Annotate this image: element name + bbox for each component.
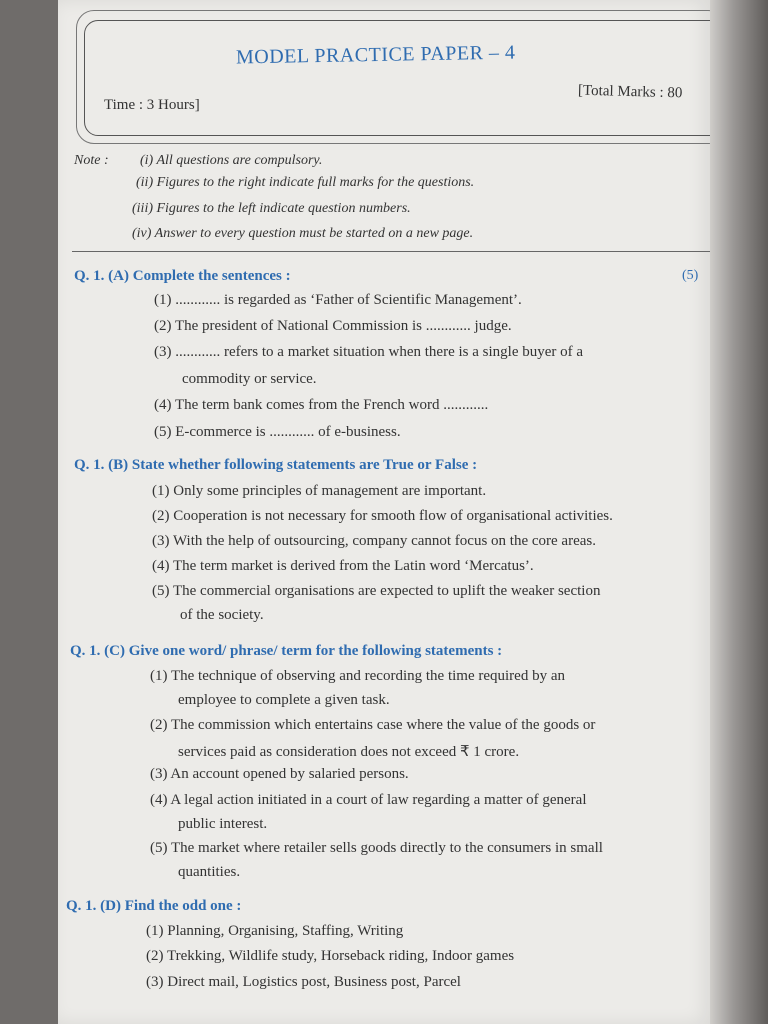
divider — [72, 251, 710, 252]
question-item: (1) The technique of observing and recording the time required by an — [150, 668, 565, 684]
question-item: commodity or service. — [182, 371, 317, 387]
question-item: (3) With the help of outsourcing, company cannot focus on the core areas. — [152, 533, 596, 549]
question-item: (2) The commission which entertains case where the value of the goods or — [150, 717, 596, 733]
question-item: (5) E-commerce is ............ of e-business. — [154, 424, 401, 440]
question-item: (1) ............ is regarded as ‘Father of Scientific Management’. — [154, 292, 522, 308]
question-item: (2) Cooperation is not necessary for smooth flow of organisational activities. — [152, 508, 613, 524]
question-1d-heading: Q. 1. (D) Find the odd one : — [66, 898, 242, 914]
note-item: (iv) Answer to every question must be started on a new page. — [132, 226, 474, 241]
question-item: (1) Planning, Organising, Staffing, Writing — [146, 923, 404, 939]
question-item: (2) The president of National Commission is ............ judge. — [154, 318, 512, 334]
question-1a-marks: (5) — [682, 268, 699, 283]
header-frame — [84, 20, 710, 136]
note-item: (iii) Figures to the left indicate question numbers. — [132, 201, 411, 216]
note-item: (ii) Figures to the right indicate full marks for the questions. — [136, 175, 475, 190]
note-item: (i) All questions are compulsory. — [140, 153, 323, 168]
question-item: (4) The term market is derived from the Latin word ‘Mercatus’. — [152, 558, 534, 574]
question-1c-heading: Q. 1. (C) Give one word/ phrase/ term for the following statements : — [70, 643, 503, 659]
question-item: (5) The market where retailer sells goods directly to the consumers in small — [150, 840, 603, 856]
question-item: employee to complete a given task. — [178, 692, 390, 708]
question-item: (5) The commercial organisations are expected to uplift the weaker section — [152, 583, 601, 599]
question-item: (3) Direct mail, Logistics post, Business post, Parcel — [146, 974, 461, 990]
page-edge-shadow — [710, 0, 768, 1024]
question-item: (2) Trekking, Wildlife study, Horseback riding, Indoor games — [146, 948, 515, 964]
paper-title: MODEL PRACTICE PAPER – 4 — [235, 41, 516, 69]
total-marks: [Total Marks : 80 — [577, 82, 683, 102]
note-label: Note : — [74, 153, 109, 168]
question-item: public interest. — [178, 816, 268, 832]
question-1a-heading: Q. 1. (A) Complete the sentences : — [74, 268, 291, 284]
question-item: (4) A legal action initiated in a court of law regarding a matter of general — [150, 792, 587, 808]
exam-page — [58, 0, 710, 1024]
question-item: (4) The term bank comes from the French word ............ — [154, 397, 489, 413]
question-item: quantities. — [178, 864, 241, 880]
question-item: (3) ............ refers to a market situation when there is a single buyer of a — [154, 344, 584, 360]
question-item: services paid as consideration does not exceed ₹ 1 crore. — [178, 744, 520, 760]
time-allowed: Time : 3 Hours] — [104, 97, 200, 113]
question-item: of the society. — [180, 607, 264, 623]
question-1b-heading: Q. 1. (B) State whether following statements are True or False : — [74, 457, 478, 473]
question-item: (3) An account opened by salaried persons. — [150, 766, 409, 782]
question-item: (1) Only some principles of management are important. — [152, 483, 487, 499]
